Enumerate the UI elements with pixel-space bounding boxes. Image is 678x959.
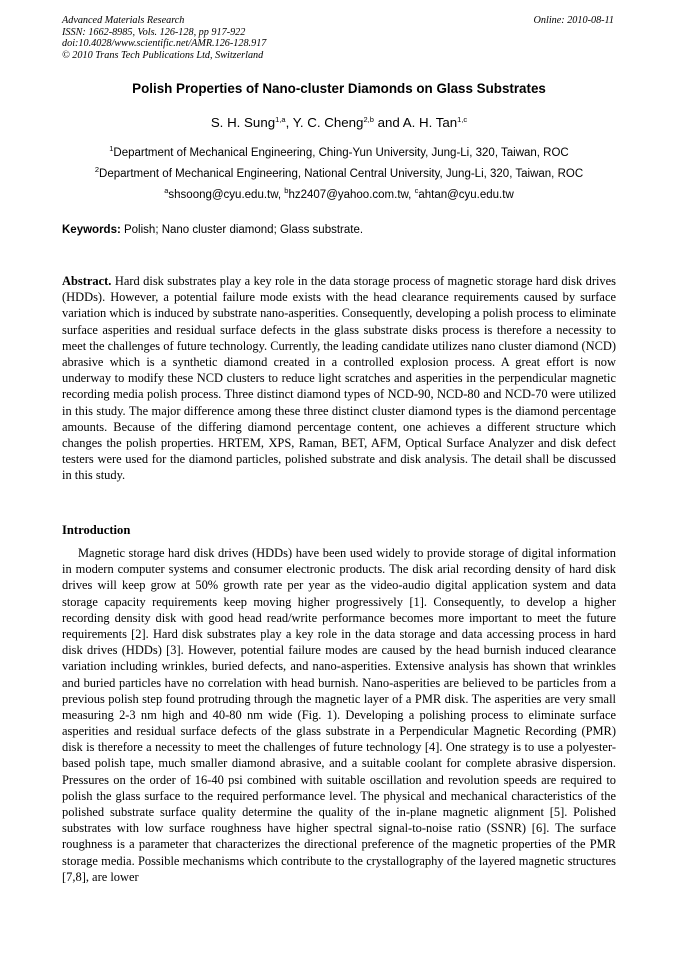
journal-header <box>62 15 266 61</box>
author-separator: , <box>285 115 293 130</box>
affiliation-1 <box>0 146 678 160</box>
affiliation-2 <box>0 167 678 181</box>
affiliation-text: Department of Mechanical Engineering, Ching-Yun University, Jung-Li, 320, Taiwan, ROC <box>113 147 569 159</box>
author-name: Y. C. Cheng <box>292 115 364 130</box>
abstract-paragraph <box>62 273 616 483</box>
author-separator: and <box>373 115 403 130</box>
author-name: S. H. Sung <box>210 115 276 130</box>
email-address: shsoong@cyu.edu.tw, <box>168 189 285 201</box>
email-line <box>0 188 678 202</box>
author-sup: 1,c <box>457 115 468 124</box>
keywords-text: Polish; Nano cluster diamond; Glass substrate. <box>120 224 364 236</box>
paper-title: Polish Properties of Nano-cluster Diamonds on Glass Substrates <box>132 81 546 96</box>
email-address: ahtan@cyu.edu.tw <box>418 189 514 201</box>
author-name: A. H. Tan <box>402 115 458 130</box>
author-sup: 2,b <box>363 115 374 124</box>
affiliation-sup: 1 <box>109 144 114 153</box>
online-date: Online: 2010-08-11 <box>533 15 614 26</box>
email-sup: c <box>414 186 419 195</box>
journal-name: Advanced Materials Research <box>62 15 185 26</box>
copyright-line: © 2010 Trans Tech Publications Ltd, Switzerland <box>62 49 264 61</box>
author-sup: 1,a <box>275 115 286 124</box>
email-address: hz2407@yahoo.com.tw, <box>288 189 415 201</box>
email-sup: a <box>164 186 169 195</box>
author-list <box>0 114 678 132</box>
affiliation-sup: 2 <box>94 165 100 174</box>
affiliation-text: Department of Mechanical Engineering, National Central University, Jung-Li, 320, Taiwan, ROC <box>99 168 584 180</box>
introduction-heading: Introduction <box>62 523 131 537</box>
introduction-paragraph: Magnetic storage hard disk drives (HDDs) have been used widely to provide storage of digital information in modern computer systems and consumer electronic products. The disk arial recording density of hard disk drives will keep grow at 50% growth rate per year as the video-audio digital application system and data storage capacity requirements keep moving higher progressively [1]. Consequently, to develop a higher recording density disk with good head read/write performance becomes more important to meet the future requirements [2]. Hard disk substrates play a key role in the data storage and data accessing process in hard disk drives (HDDs) [3]. However, potential failure modes are caused by the head burnish induced clearance variation including wrinkles, buried defects, and nano-asperities. Extensive analysis has shown that wrinkles and buried particles have no correlation with head burnish. Nano-asperities are believed to be particles from a previous polish step found protruding through the magnetic layer of a PMR disk. The asperities are very small measuring 2-3 nm high and 40-80 nm wide (Fig. 1). Developing a polishing process to eliminate surface asperities and residual surface defects of the glass substrate in a Perpendicular Magnetic Recording (PMR) disk is therefore a necessity to meet the challenges of future technology [4]. One strategy is to use a polyester-based polish tape, much smaller diamond abrasive, and a suitable coolant for complete abrasive dispersion. Pressures on the order of 16-40 psi combined with suitable oscillation and revolution speeds are required to polish the glass surface to the required performance level. The physical and mechanical characteristics of the polished substrate surface quality determine the quality of the in-plane magnetic alignment [5]. Polished substrates with low surface roughness have higher spectral signal-to-noise ratio (SSNR) [6]. The surface roughness is a parameter that characterizes the directional preference of the magnetic properties of the PMR storage media. Possible mechanisms which contribute to the crystallography of the layered magnetic structures [7,8], are lower <box>62 546 616 884</box>
keywords-line <box>62 223 363 237</box>
doi-line: doi:10.4028/www.scientific.net/AMR.126-128.917 <box>62 38 267 50</box>
email-sup: b <box>284 186 289 195</box>
issn-line: ISSN: 1662-8985, Vols. 126-128, pp 917-922 <box>62 26 246 38</box>
abstract-text: Hard disk substrates play a key role in the data storage process of magnetic storage hard disk drives (HDDs). However, a potential failure mode exists with the head clearance requirements caused by surface variation which is induced by substrate nano-asperities. Consequently, developing a polish process to eliminate surface asperities and residual surface defects in the glass substrate disks process is therefore a necessity to meet the challenges of future technology. Currently, the leading candidate utilizes nano cluster diamond (NCD) abrasive which is a synthetic diamond created in a controlled explosion process. A great effort is now underway to modify these NCD clusters to reduce light scratches and asperities in the perpendicular magnetic recording media polish process. Three distinct diamond types of NCD-90, NCD-80 and NCD-70 were utilized in this study. The major difference among these three distinct cluster diamond types is the diamond percentage amounts. Because of the differing diamond percentage content, one achieves a different structure which changes the polish properties. HRTEM, XPS, Raman, BET, AFM, Optical Surface Analyzer and disk defect testers were used for the diamond particles, polished substrate and disk analysis. The detail shall be discussed in this study. <box>62 274 616 483</box>
abstract-label: Abstract. <box>62 274 112 288</box>
keywords-label: Keywords: <box>62 224 121 236</box>
